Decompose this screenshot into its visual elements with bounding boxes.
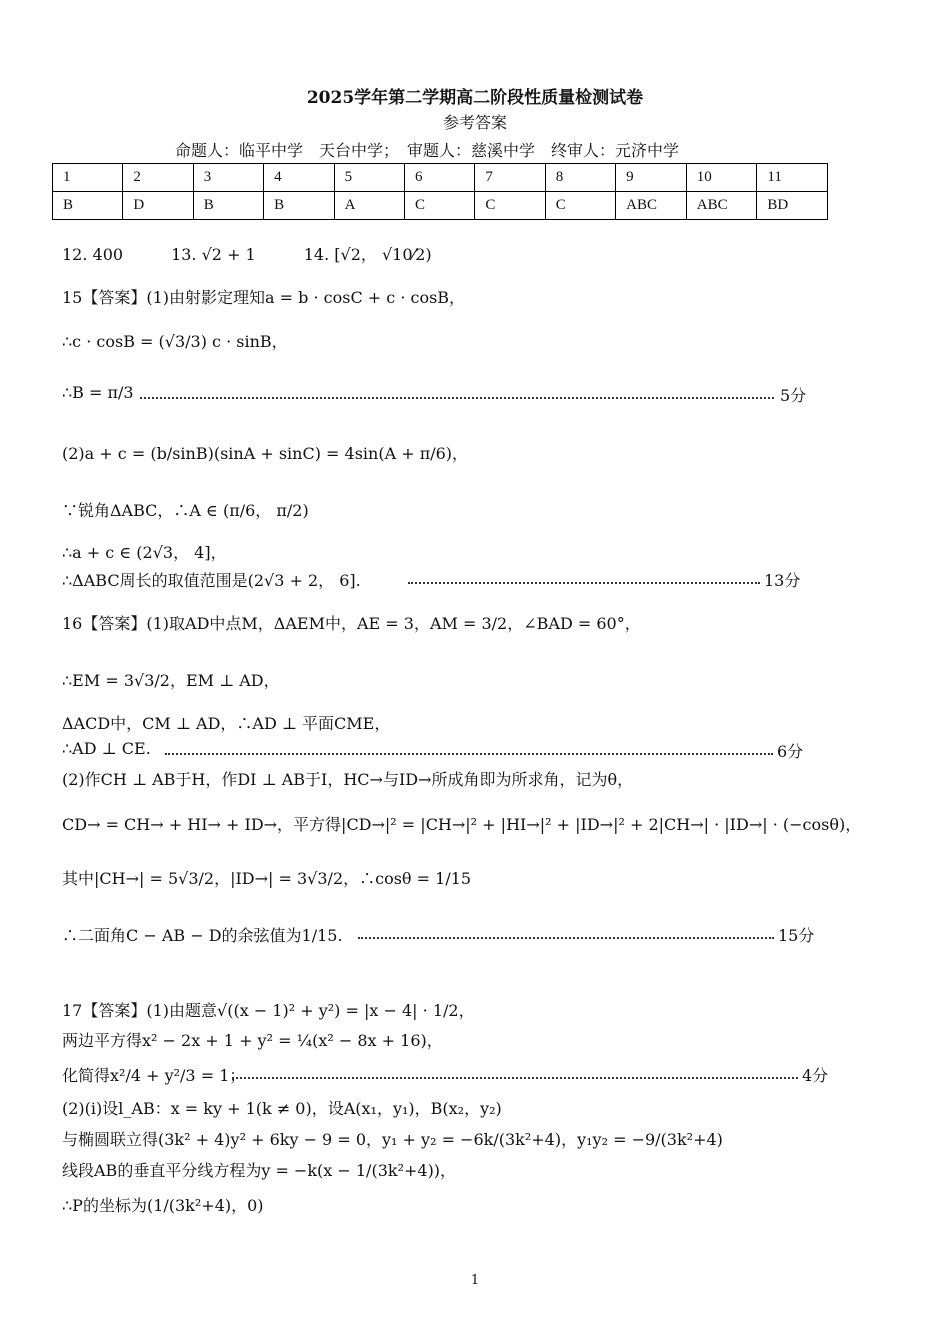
- answer-cell: D: [123, 192, 193, 220]
- q17-line: ∴P的坐标为(1/(3k²+4)，0): [62, 1196, 264, 1215]
- q15-line: ∴ΔABC周长的取值范围是(2√3 + 2， 6].: [62, 571, 361, 590]
- answer-cell: B: [193, 192, 263, 220]
- q16-line: ∴AD ⊥ CE.: [62, 739, 151, 758]
- q15-line: 15【答案】(1)由射影定理知a = b · cosC + c · cosB，: [62, 288, 466, 307]
- q17-line: (2)(i)设l_AB：x = ky + 1(k ≠ 0)，设A(x₁，y₁)，B(x₂，y₂): [62, 1099, 502, 1118]
- question-number: 1: [53, 164, 123, 192]
- question-number: 10: [686, 164, 757, 192]
- page-number: 1: [470, 1273, 480, 1288]
- answer-cell: C: [404, 192, 474, 220]
- answer-cell: BD: [757, 192, 828, 220]
- question-number: 3: [193, 164, 263, 192]
- q16-line: ∴二面角C − AB − D的余弦值为1/15.: [62, 926, 343, 945]
- q16-line: ΔACD中，CM ⊥ AD，∴AD ⊥ 平面CME，: [62, 714, 391, 733]
- question-number: 9: [616, 164, 687, 192]
- score-points: 15分: [778, 926, 815, 945]
- answer-cell: B: [264, 192, 334, 220]
- q15-line: (2)a + c = (b/sinB)(sinA + sinC) = 4sin(A + π/6)，: [62, 444, 469, 463]
- question-number: 8: [545, 164, 615, 192]
- q15-line: ∴B = π/3: [62, 383, 134, 402]
- answer-table: [52, 163, 828, 220]
- score-points: 4分: [802, 1066, 829, 1085]
- question-number: 4: [264, 164, 334, 192]
- score-points: 13分: [764, 571, 801, 590]
- answer-cell: A: [334, 192, 404, 220]
- q16-line: (2)作CH ⊥ AB于H，作DI ⊥ AB于I，HC→与ID→所成角即为所求角，记为θ，: [62, 770, 634, 789]
- q16-line: 16【答案】(1)取AD中点M，ΔAEM中，AE = 3，AM = 3/2，∠BAD = 60°，: [62, 614, 641, 633]
- q17-line: 17【答案】(1)由题意√((x − 1)² + y²) = |x − 4| · 1/2，: [62, 1001, 475, 1020]
- score-leader-dots: [140, 397, 774, 399]
- question-number: 7: [475, 164, 545, 192]
- score-leader-dots: [232, 1077, 798, 1079]
- q15-line: ∴c · cosB = (√3/3) c · sinB，: [62, 332, 288, 351]
- q16-line: 其中|CH→| = 5√3/2，|ID→| = 3√3/2，∴cosθ = 1/15: [62, 869, 472, 888]
- q16-line: ∴EM = 3√3/2，EM ⊥ AD，: [62, 671, 280, 690]
- answer-cell: ABC: [616, 192, 687, 220]
- answer-cell: ABC: [686, 192, 757, 220]
- q17-line: 两边平方得x² − 2x + 1 + y² = ¼(x² − 8x + 16)，: [62, 1031, 443, 1050]
- question-number: 6: [404, 164, 474, 192]
- answer-cell: B: [53, 192, 123, 220]
- answer-table-answer-row: [53, 192, 828, 220]
- q16-line: CD→ = CH→ + HI→ + ID→，平方得|CD→|² = |CH→|² + |HI→|² + |ID→|² + 2|CH→| · |ID→| · (−cosθ)，: [62, 815, 862, 834]
- document-title: 2025学年第二学期高二阶段性质量检测试卷: [306, 88, 644, 108]
- q15-line: ∴a + c ∈ (2√3， 4]，: [62, 543, 227, 562]
- answer-cell: C: [475, 192, 545, 220]
- question-number: 2: [123, 164, 193, 192]
- q17-line: 化简得x²/4 + y²/3 = 1；: [62, 1066, 246, 1085]
- answer-cell: C: [545, 192, 615, 220]
- score-points: 5分: [780, 386, 807, 405]
- q15-line: ∵锐角ΔABC，∴A ∈ (π/6， π/2): [62, 501, 309, 520]
- authors-line: 命题人：临平中学 天台中学； 审题人：慈溪中学 终审人：元济中学: [175, 141, 680, 160]
- answer-table-number-row: [53, 164, 828, 192]
- fill-in-answers: 12. 400 13. √2 + 1 14. [√2， √10⁄2): [62, 245, 432, 264]
- score-leader-dots: [408, 582, 760, 584]
- score-leader-dots: [358, 937, 774, 939]
- q17-line: 线段AB的垂直平分线方程为y = −k(x − 1/(3k²+4))，: [62, 1161, 457, 1180]
- score-points: 6分: [777, 742, 804, 761]
- question-number: 11: [757, 164, 828, 192]
- document-subtitle: 参考答案: [442, 113, 507, 132]
- question-number: 5: [334, 164, 404, 192]
- q17-line: 与椭圆联立得(3k² + 4)y² + 6ky − 9 = 0，y₁ + y₂ = −6k/(3k²+4)，y₁y₂ = −9/(3k²+4): [62, 1130, 723, 1149]
- score-leader-dots: [165, 753, 773, 755]
